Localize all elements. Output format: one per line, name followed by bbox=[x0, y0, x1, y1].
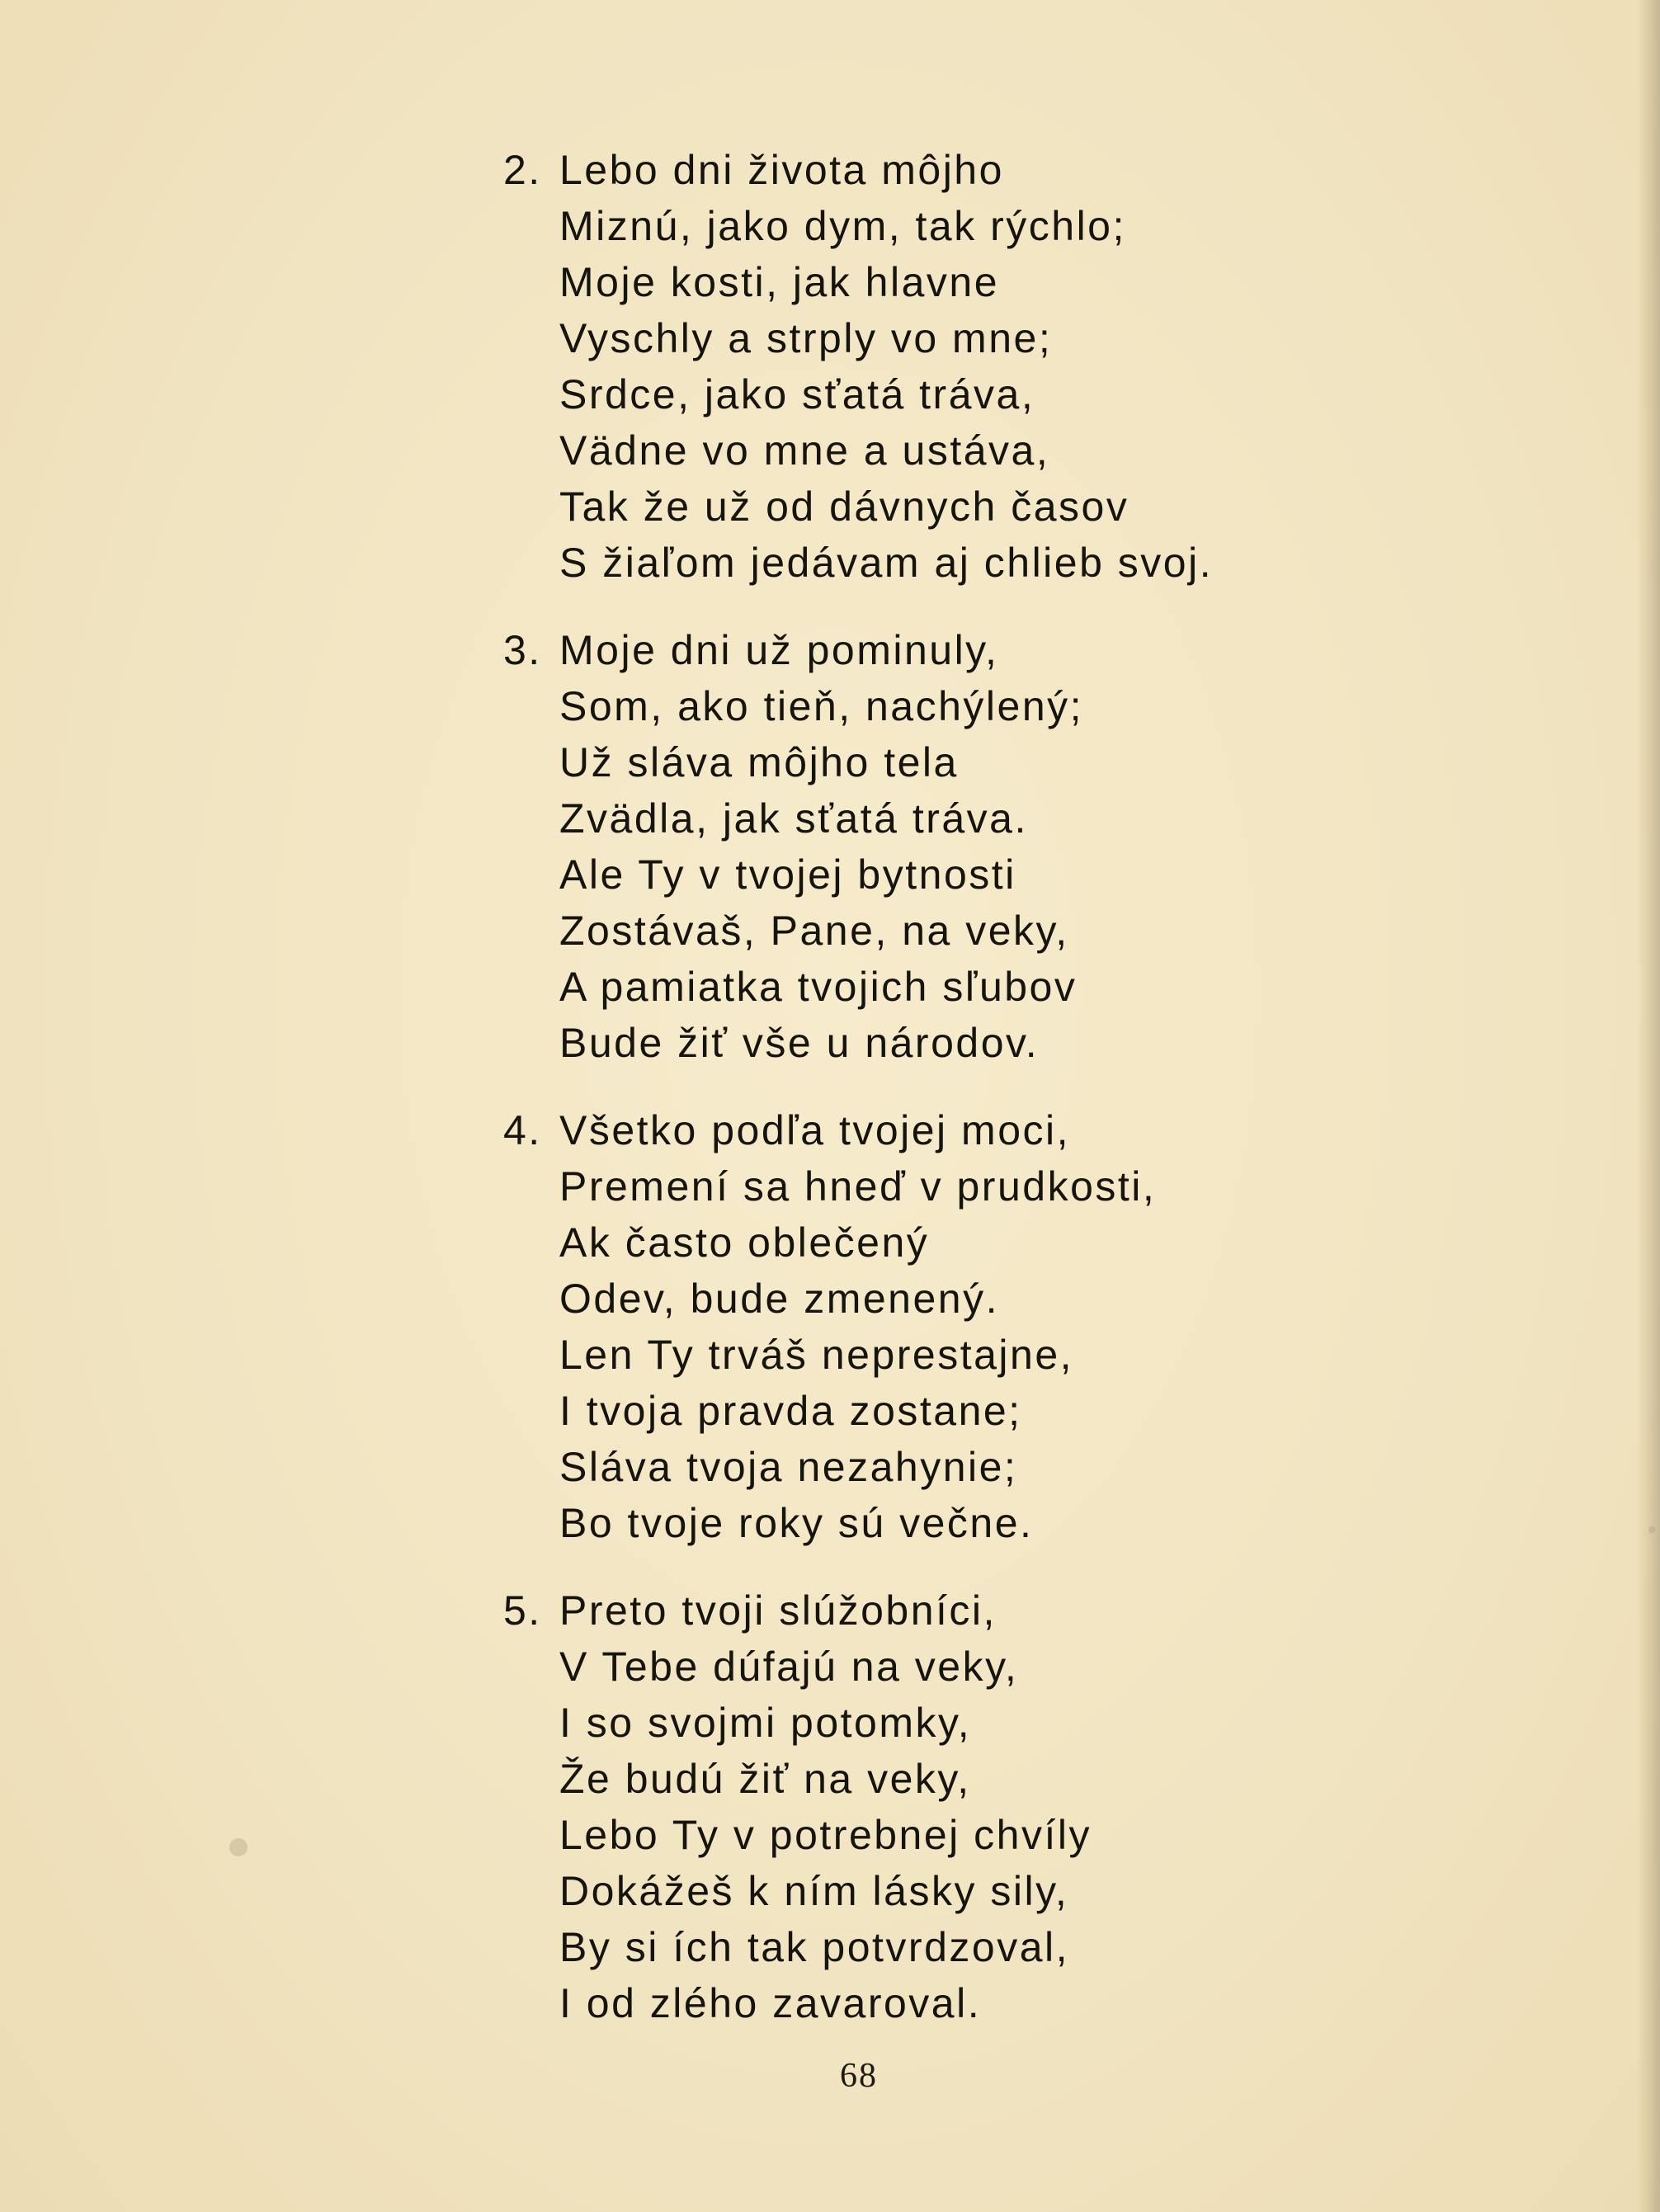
verse-line: By si ích tak potvrdzoval, bbox=[559, 1924, 1070, 1970]
verse-line: Som, ako tieň, nachýlený; bbox=[559, 683, 1084, 729]
page-number: 68 bbox=[840, 2057, 878, 2095]
verse-line: Ak často oblečený bbox=[559, 1219, 930, 1266]
page-edge-shadow bbox=[1637, 0, 1660, 2212]
verse-line: Už sláva môjho tela bbox=[559, 739, 959, 785]
verse-line: I tvoja pravda zostane; bbox=[559, 1388, 1022, 1434]
verse-line: Preto tvoji slúžobníci, bbox=[559, 1587, 997, 1634]
stanza-number: 3. bbox=[503, 627, 542, 673]
verse-line: Premení sa hneď v prudkosti, bbox=[559, 1163, 1157, 1210]
paper-speck bbox=[229, 1838, 248, 1856]
verse-line: Tak že už od dávnych časov bbox=[559, 483, 1129, 530]
verse-line: Bude žiť vše u národov. bbox=[559, 1020, 1040, 1066]
verse-line: Vädne vo mne a ustáva, bbox=[559, 427, 1050, 474]
verse-line: Zvädla, jak sťatá tráva. bbox=[559, 795, 1028, 842]
verse-line: I so svojmi potomky, bbox=[559, 1700, 972, 1746]
verse-line: A pamiatka tvojich sľubov bbox=[559, 964, 1078, 1010]
stanza-number: 2. bbox=[503, 147, 542, 193]
verse-line: Lebo Ty v potrebnej chvíly bbox=[559, 1812, 1092, 1858]
verse-line: Moje kosti, jak hlavne bbox=[559, 259, 1000, 305]
verse-line: Sláva tvoja nezahynie; bbox=[559, 1444, 1018, 1490]
verse-line: Lebo dni života môjho bbox=[559, 147, 1004, 193]
verse-line: Vyschly a strply vo mne; bbox=[559, 315, 1053, 361]
verse-line: Odev, bude zmenený. bbox=[559, 1276, 999, 1322]
verse-line: I od zlého zavaroval. bbox=[559, 1980, 982, 2026]
stanza-number: 4. bbox=[503, 1107, 542, 1153]
verse-line: Že budú žiť na veky, bbox=[559, 1756, 971, 1802]
verse-line: Dokážeš k ním lásky sily, bbox=[559, 1868, 1069, 1914]
verse-line: Moje dni už pominuly, bbox=[559, 627, 999, 673]
verse-line: Zostávaš, Pane, na veky, bbox=[559, 908, 1069, 954]
verse-line: Bo tvoje roky sú večne. bbox=[559, 1500, 1034, 1546]
verse-line: S žiaľom jedávam aj chlieb svoj. bbox=[559, 540, 1214, 586]
verse-line: Ale Ty v tvojej bytnosti bbox=[559, 851, 1016, 898]
verse-line: Len Ty trváš neprestajne, bbox=[559, 1332, 1074, 1378]
verse-line: Srdce, jako sťatá tráva, bbox=[559, 371, 1035, 417]
verse-line: V Tebe dúfajú na veky, bbox=[559, 1644, 1019, 1690]
paper-speck bbox=[1648, 1526, 1655, 1533]
verse-line: Miznú, jako dym, tak rýchlo; bbox=[559, 203, 1126, 249]
verse-line: Všetko podľa tvojej moci, bbox=[559, 1107, 1071, 1153]
stanza-number: 5. bbox=[503, 1587, 542, 1634]
